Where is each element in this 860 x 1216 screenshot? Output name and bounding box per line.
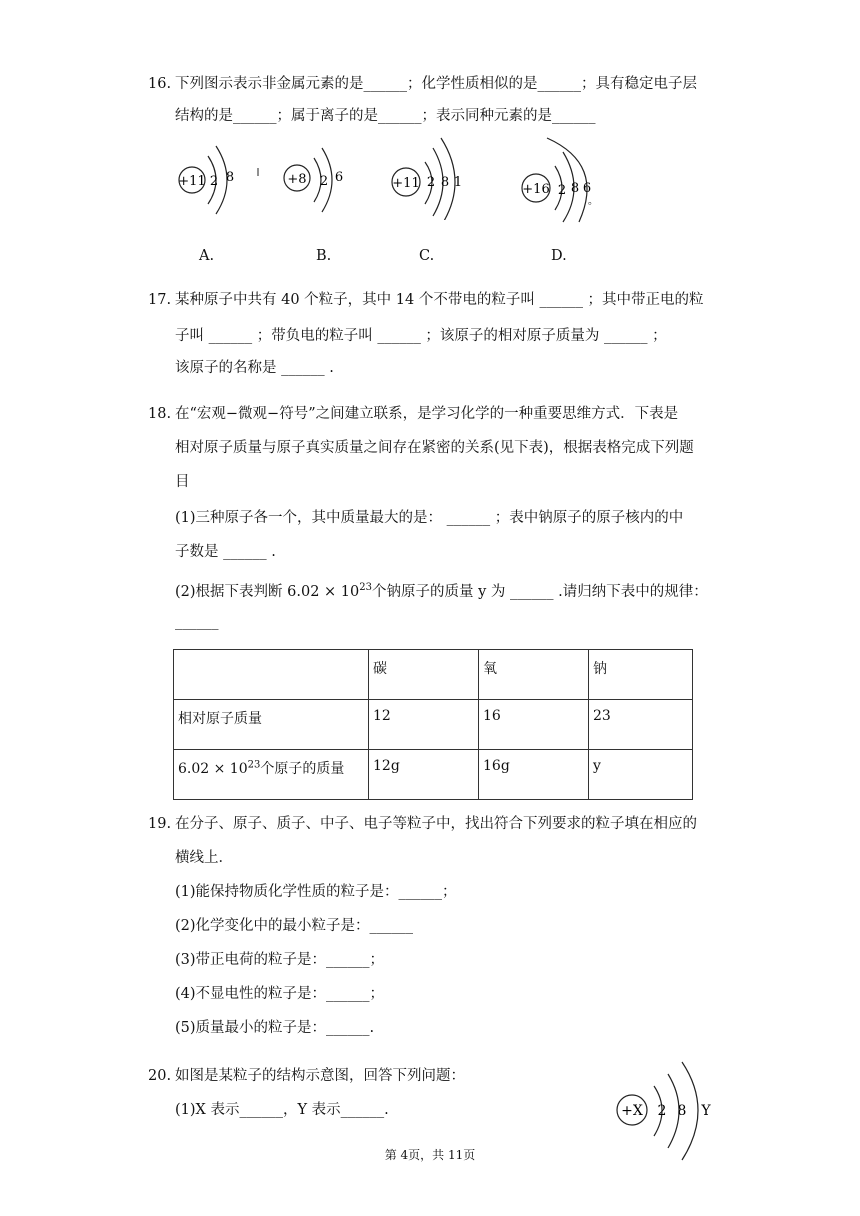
shell-electrons: 6 — [334, 170, 344, 185]
question-text: 结构的是______；属于离子的是______；表示同种元素的是______ — [175, 108, 596, 124]
question-text: 下列图示表示非金属元素的是______；化学性质相似的是______；具有稳定电子层 — [175, 76, 697, 92]
answer-blank: ______ — [175, 614, 219, 630]
table-cell: 12 — [369, 700, 479, 750]
option-label-d: D. — [551, 248, 567, 264]
shell-electrons: 2 — [426, 175, 436, 190]
atom-structure-diagram-a — [172, 136, 262, 216]
question-text: 相对原子质量与原子真实质量之间存在紧密的关系(见下表)，根据表格完成下列题 — [175, 440, 694, 456]
table-cell: 相对原子质量 — [174, 700, 369, 750]
atomic-mass-table — [173, 649, 693, 800]
table-row — [174, 700, 693, 750]
sub-question: (4)不显电性的粒子是：______； — [175, 986, 385, 1002]
shell-electrons: 8 — [677, 1103, 687, 1119]
cell-text: 6.02 × 10 — [178, 761, 248, 777]
question-number: 18. — [148, 406, 172, 422]
table-row — [174, 650, 693, 700]
question-text: 在分子、原子、质子、中子、电子等粒子中，找出符合下列要求的粒子填在相应的 — [175, 816, 697, 832]
table-row — [174, 750, 693, 800]
table-cell: 氧 — [479, 650, 589, 700]
shell-electrons: Y — [701, 1103, 711, 1119]
question-text: 横线上． — [175, 850, 233, 866]
shell-electrons: 2 — [657, 1103, 667, 1119]
question-number: 17. — [148, 292, 172, 308]
question-text: 子叫 ______ ；带负电的粒子叫 ______ ；该原子的相对原子质量为 ______ ； — [175, 328, 667, 344]
sub-question: (2)化学变化中的最小粒子是：______ — [175, 918, 414, 934]
table-cell: 钠 — [589, 650, 693, 700]
table-cell: 16g — [479, 750, 589, 800]
atom-structure-diagram-d — [517, 134, 607, 224]
nucleus-charge: +16 — [522, 182, 550, 197]
atom-structure-diagram-c — [387, 134, 477, 220]
cell-text: 个原子的质量 — [260, 761, 345, 777]
question-text: 如图是某粒子的结构示意图，回答下列问题： — [175, 1068, 465, 1084]
table-cell: 12g — [369, 750, 479, 800]
table-cell: 23 — [589, 700, 693, 750]
shell-electrons: 2 — [557, 183, 567, 198]
question-number: 16. — [148, 76, 172, 92]
table-cell: 碳 — [369, 650, 479, 700]
sub-question-text: (2)根据下表判断 6.02 × 10 — [175, 583, 360, 600]
page-footer: 第 4页，共 11页 — [384, 1148, 476, 1162]
sub-question — [175, 578, 830, 602]
shell-electrons: 8 — [440, 175, 450, 190]
shell-electrons: 2 — [319, 174, 329, 189]
question-text: 某种原子中共有 40 个粒子，其中 14 个不带电的粒子叫 ______ ；其中带正电的粒 — [175, 292, 704, 308]
exponent: 23 — [247, 759, 261, 771]
nucleus-charge: +X — [621, 1103, 643, 1119]
table-cell — [174, 650, 369, 700]
option-label-a: A. — [199, 248, 215, 264]
option-label-c: C. — [419, 248, 435, 264]
question-number: 19. — [148, 816, 172, 832]
question-text: 在“宏观−微观−符号”之间建立联系，是学习化学的一种重要思维方式．下表是 — [175, 406, 679, 422]
exponent: 23 — [359, 582, 372, 593]
table-cell — [174, 750, 369, 800]
trailing-punctuation: 。 — [588, 196, 598, 207]
sub-question-text: 个钠原子的质量 y 为 ______ .请归纳下表中的规律： — [372, 583, 708, 600]
sub-question: (5)质量最小的粒子是：______. — [175, 1020, 375, 1036]
question-number: 20. — [148, 1068, 172, 1084]
shell-electrons: 6 — [582, 181, 592, 196]
sub-question: (1)X 表示______，Y 表示______. — [175, 1102, 389, 1118]
shell-electrons: 8 — [225, 170, 235, 185]
sub-question: (1)三种原子各一个，其中质量最大的是： ______ ；表中钠原子的原子核内的中 — [175, 510, 684, 526]
sub-question: (1)能保持物质化学性质的粒子是：______； — [175, 884, 457, 900]
nucleus-charge: +11 — [392, 176, 420, 191]
sub-question: 子数是 ______ . — [175, 544, 276, 560]
shell-electrons: 2 — [209, 174, 219, 189]
question-text: 该原子的名称是 ______ . — [175, 360, 334, 376]
sub-question: (3)带正电荷的粒子是：______； — [175, 952, 385, 968]
nucleus-charge: +8 — [287, 172, 307, 187]
question-text: 目 — [175, 474, 190, 490]
shell-electrons: 1 — [453, 175, 463, 190]
table-cell: 16 — [479, 700, 589, 750]
atom-structure-diagram-b — [280, 136, 360, 216]
option-label-b: B. — [316, 248, 332, 264]
table-cell: y — [589, 750, 693, 800]
nucleus-charge: +11 — [178, 174, 206, 189]
shell-electrons: 8 — [570, 181, 580, 196]
